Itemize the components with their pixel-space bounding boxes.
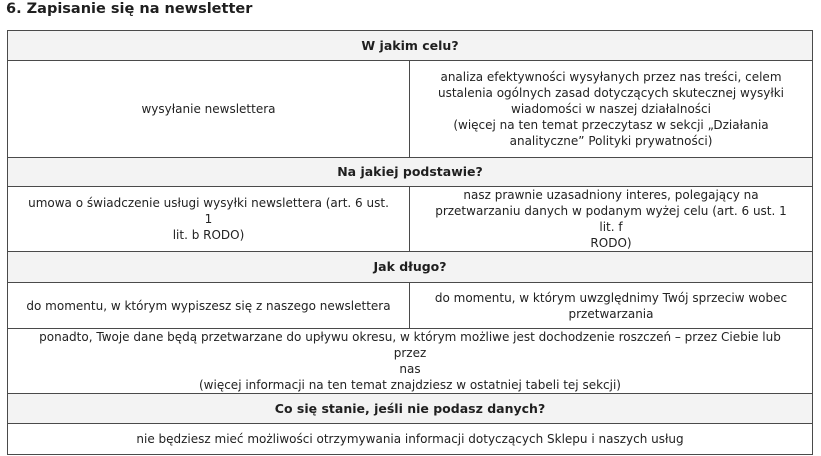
purpose-row: [8, 61, 813, 158]
basis-left-cell: [8, 187, 410, 252]
basis-header-row: [8, 158, 813, 187]
duration-row: [8, 283, 813, 329]
purpose-right-line: (więcej na ten temat przeczytasz w sekcji „Działania: [453, 118, 769, 132]
duration-header-row: [8, 252, 813, 283]
duration-note-line: (więcej informacji na ten temat znajdziesz w ostatniej tabeli tej sekcji): [199, 378, 621, 392]
duration-note-line: ponadto, Twoje dane będą przetwarzane do upływu okresu, w którym możliwe jest dochodzenie roszczeń – przez Ciebie lub przez: [39, 330, 781, 360]
basis-right-line: RODO): [590, 236, 632, 250]
duration-note-cell: [8, 329, 813, 394]
duration-right-line: przetwarzania: [568, 306, 654, 321]
data-processing-table: [7, 30, 813, 455]
duration-left-text: do momentu, w którym wypiszesz się z naszego newslettera: [26, 298, 391, 313]
basis-row: [8, 187, 813, 252]
duration-note-line: nas: [399, 362, 421, 376]
purpose-left-text: wysyłanie newslettera: [141, 102, 276, 116]
consequence-row: [8, 424, 813, 455]
consequence-cell: [8, 424, 813, 455]
purpose-header-row: [8, 31, 813, 61]
basis-header: Na jakiej podstawie?: [8, 158, 813, 187]
duration-note-row: [8, 329, 813, 394]
section-title: 6. Zapisanie się na newsletter: [6, 1, 253, 17]
duration-header: Jak długo?: [8, 252, 813, 283]
consequence-header: Co się stanie, jeśli nie podasz danych?: [8, 394, 813, 424]
basis-right-cell: [410, 187, 813, 252]
consequence-text: nie będziesz mieć możliwości otrzymywania informacji dotyczących Sklepu i naszych usług: [136, 432, 684, 446]
purpose-right-line: wiadomości w naszej działalności: [511, 102, 711, 116]
basis-left-line: lit. b RODO): [172, 228, 245, 242]
purpose-right-line: ustalenia ogólnych zasad dotyczących skutecznej wysyłki: [437, 86, 785, 100]
basis-right-line: nasz prawnie uzasadniony interes, polegający na: [463, 188, 759, 202]
basis-right-line: przetwarzaniu danych w podanym wyżej celu (art. 6 ust. 1 lit. f: [435, 204, 787, 234]
purpose-right-line: analityczne” Polityki prywatności): [509, 134, 713, 148]
purpose-header: W jakim celu?: [8, 31, 813, 61]
duration-right-cell: [410, 283, 813, 329]
consequence-header-row: [8, 394, 813, 424]
basis-left-line: umowa o świadczenie usługi wysyłki newslettera (art. 6 ust. 1: [28, 196, 389, 226]
purpose-left-cell: [8, 61, 410, 158]
duration-left-cell: [8, 283, 410, 329]
purpose-right-cell: [410, 61, 813, 158]
duration-right-line: do momentu, w którym uwzględnimy Twój sprzeciw wobec: [434, 290, 788, 305]
purpose-right-line: analiza efektywności wysyłanych przez nas treści, celem: [440, 70, 782, 84]
